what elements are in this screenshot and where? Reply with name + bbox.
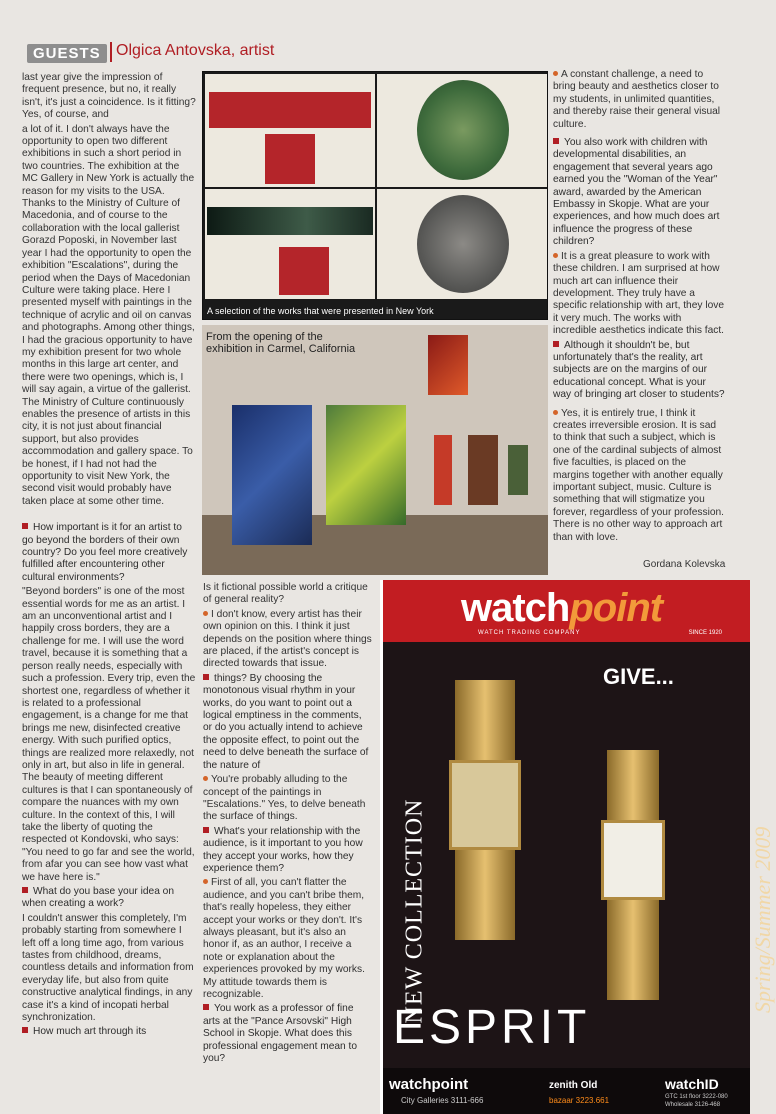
exhibition-photo — [202, 325, 548, 575]
question: You also work with children with developmental disabilities, an engagement that several years ago earned you the "Woman of the Year" award, awarded by the American Embassy in Skopje. What are your experiences, and how much does art influence the progress of these children? — [553, 137, 720, 248]
answer: I don't know, every artist has their own opinion on this. I think it just depends on the position where things are placed, if the artist's concept is directed towards that issue. — [203, 608, 372, 670]
artworks-photo — [202, 71, 548, 320]
painting-green — [326, 405, 406, 525]
paragraph: a lot of it. I don't always have the opportunity to open two different exhibitions in such a short period in two countries. The exhibition at the MC Gallery in New York is actually the reason for my visits to the USA. Thanks to the Ministry of Culture of Macedonia, and of course to the collaboration with the local gallerist Gorazd Poposki, in November last year I had the opportunity to open the exhibition "Escalations", during the period when the Days of Macedonian Culture were taking place. Here I presented myself with paintings in the technique of acrylic and oil on canvas and photographs. Among other things, I had the gracious opportunity to have my exhibition present for two whole months in this large art center, and there were two openings, which is, I will say again, a virtue of the gallerist. The Ministry of Culture continuously enables the presence of artists in this city, it is not just about financial support, but also provides accommodation and gallery space. To be honest, if I had not had the opportunity to visit New York, the second visit would probably have taken place at some other time. — [22, 123, 195, 507]
ad-store-3-info: GTC 1st floor 3222-080 Wholesale 3126-468 — [665, 1094, 728, 1108]
answer: First of all, you can't flatter the audience, and you can't bribe them, that's really hopeless, they either accept your works or they don't. It's always pleasant, but it's also an honor if, as an author, I receive a note or explanation about the experiences provoked by my works. My attitude towards them is recognizable. — [203, 877, 365, 1000]
question: You work as a professor of fine arts at the "Pance Arsovski" High School in Skopje. What does this professional engagement mean to you? — [203, 1003, 358, 1065]
question: Although it shouldn't be, but unfortunately that's the reality, art subjects are on the margins of our educational concept. What is your way of bringing art closer to students? — [553, 339, 725, 401]
answer: Yes, it is entirely true, I think it creates irreversible erosion. It is sad to think that such a subject, which is one of the cardinal subjects of almost five faculties, is placed on the margins together with another equally important subject, music. Culture is something that will stigmatize you forever, regardless of your profession. There is no other way to approach art than with love. — [553, 407, 725, 543]
answer: "Beyond borders" is one of the most essential words for me as an artist. I am an unconventional artist and I happily cross borders, they are a challenge for me. I will use the word travel, because it is something that a person really needs, especially with such a profession. Every trip, even the shortest one, regardless of whether it is related to a professional engagement, is a change for me that brings me new, disinfected creative energy. With such purified optics, things are realized more relaxedly, not only in art, but also in life in general. The beauty of meeting different cultures is that I can spontaneously of compare the nuances with my own culture. In the context of this, I will take the liberty of quoting the respected ot Kondovski, who says: "You need to go far and see the world, from afar you can see how vast what we have here is." — [22, 586, 196, 883]
answer: It is a great pleasure to work with these children. I am surprised at how much art can influence their development. They truly have a specific relationship with art, they love it very much. The works with incredible aesthetics indicate this fact. — [553, 250, 725, 337]
article-title: Olgica Antovska, artist — [116, 42, 275, 59]
author-signature: Gordana Kolevska — [643, 559, 726, 570]
answer: A constant challenge, a need to bring beauty and aesthetics closer to my students, in unlimited quantities, and thereby raise their general visual culture. — [553, 69, 721, 130]
painting-small-red — [434, 435, 452, 505]
paragraph: last year give the impression of frequent presence, but no, it really isn't, it's just a coincidence. Is it fitting? Yes, of course, and — [22, 72, 196, 121]
page-header — [0, 38, 750, 68]
ad-since: SINCE 1920 — [688, 630, 722, 636]
section-tag: GUESTS — [27, 44, 107, 63]
answer-marker-icon — [553, 410, 558, 415]
question-marker-icon — [22, 1027, 28, 1033]
column-2 — [203, 582, 373, 1067]
ad-vertical-text: NEW COLLECTION — [401, 798, 428, 1024]
painting-red — [428, 335, 468, 395]
painting-blue — [232, 405, 312, 545]
ad-headline: GIVE... — [603, 664, 674, 689]
answer-marker-icon — [203, 879, 208, 884]
ad-store-1-info: City Galleries 3111-666 — [401, 1096, 484, 1105]
question-marker-icon — [22, 887, 28, 893]
answer-marker-icon — [203, 611, 208, 616]
question: How important is it for an artist to go beyond the borders of their own country? Do you feel more creatively fulfilled after encountering other cultural environments? — [22, 522, 188, 583]
ad-tagline: WATCH TRADING COMPANY — [478, 630, 581, 636]
ad-store-1: watchpoint — [389, 1076, 469, 1093]
question-marker-icon — [553, 138, 559, 144]
artwork-grey-circle — [377, 189, 547, 299]
question: What do you base your idea on when creating a work? — [22, 886, 175, 910]
painting-brown — [468, 435, 498, 505]
question-marker-icon — [203, 674, 209, 680]
question-marker-icon — [203, 1004, 209, 1010]
photo-caption: A selection of the works that were presented in New York — [207, 306, 434, 316]
question: things? By choosing the monotonous visual rhythm in your works, do you want to point out a logical emptiness in the comments, or do you actually intend to achieve the opposite effect, to point out the need to delve beneath the surface of the nature of — [203, 672, 369, 771]
question-marker-icon — [22, 523, 28, 529]
question: How much art through its — [22, 1026, 196, 1038]
artwork-green-circle — [377, 74, 547, 187]
answer: You're probably alluding to the concept of the paintings in "Escalations." Yes, to delve beneath the surface of things. — [203, 774, 366, 823]
answer-marker-icon — [203, 776, 208, 781]
ad-store-2-info: bazaar 3223.661 — [549, 1096, 610, 1105]
watchpoint-advertisement — [380, 580, 775, 1114]
ad-store-3: watchID — [665, 1076, 719, 1092]
header-divider — [110, 42, 112, 62]
question: What's your relationship with the audience, is it important to you how they accept your works, how they experience them? — [203, 825, 363, 874]
ad-store-2: zenith Old — [549, 1080, 598, 1091]
answer: I couldn't answer this completely, I'm probably starting from somewhere I left off a long time ago, from various tastes from childhood, dreams, countless details and information from everyday life, but also from quite constructive analytical findings, in any case it's a kind of incopati herbal synchronization. — [22, 912, 194, 1024]
watch-image — [593, 750, 673, 1000]
ad-season-text: Spring/Summer 2009 — [750, 826, 775, 1013]
column-1 — [22, 72, 196, 1041]
question-marker-icon — [553, 341, 559, 347]
artwork-red-blocks — [205, 74, 375, 187]
answer-marker-icon — [553, 71, 558, 76]
watch-image — [445, 680, 525, 940]
paragraph: Is it fictional possible world a critique of general reality? — [203, 582, 368, 606]
ad-footer — [383, 1068, 750, 1114]
question-marker-icon — [203, 827, 209, 833]
column-3 — [553, 69, 725, 546]
painting-small — [508, 445, 528, 495]
ad-brand-esprit: ESPRIT — [393, 1001, 591, 1054]
photo-caption: From the opening of the exhibition in Carmel, California — [206, 331, 356, 355]
ad-logo: watchpoint — [461, 586, 663, 630]
artwork-dark-stripe — [205, 189, 375, 299]
ad-header-bar — [383, 580, 750, 642]
answer-marker-icon — [553, 253, 558, 258]
